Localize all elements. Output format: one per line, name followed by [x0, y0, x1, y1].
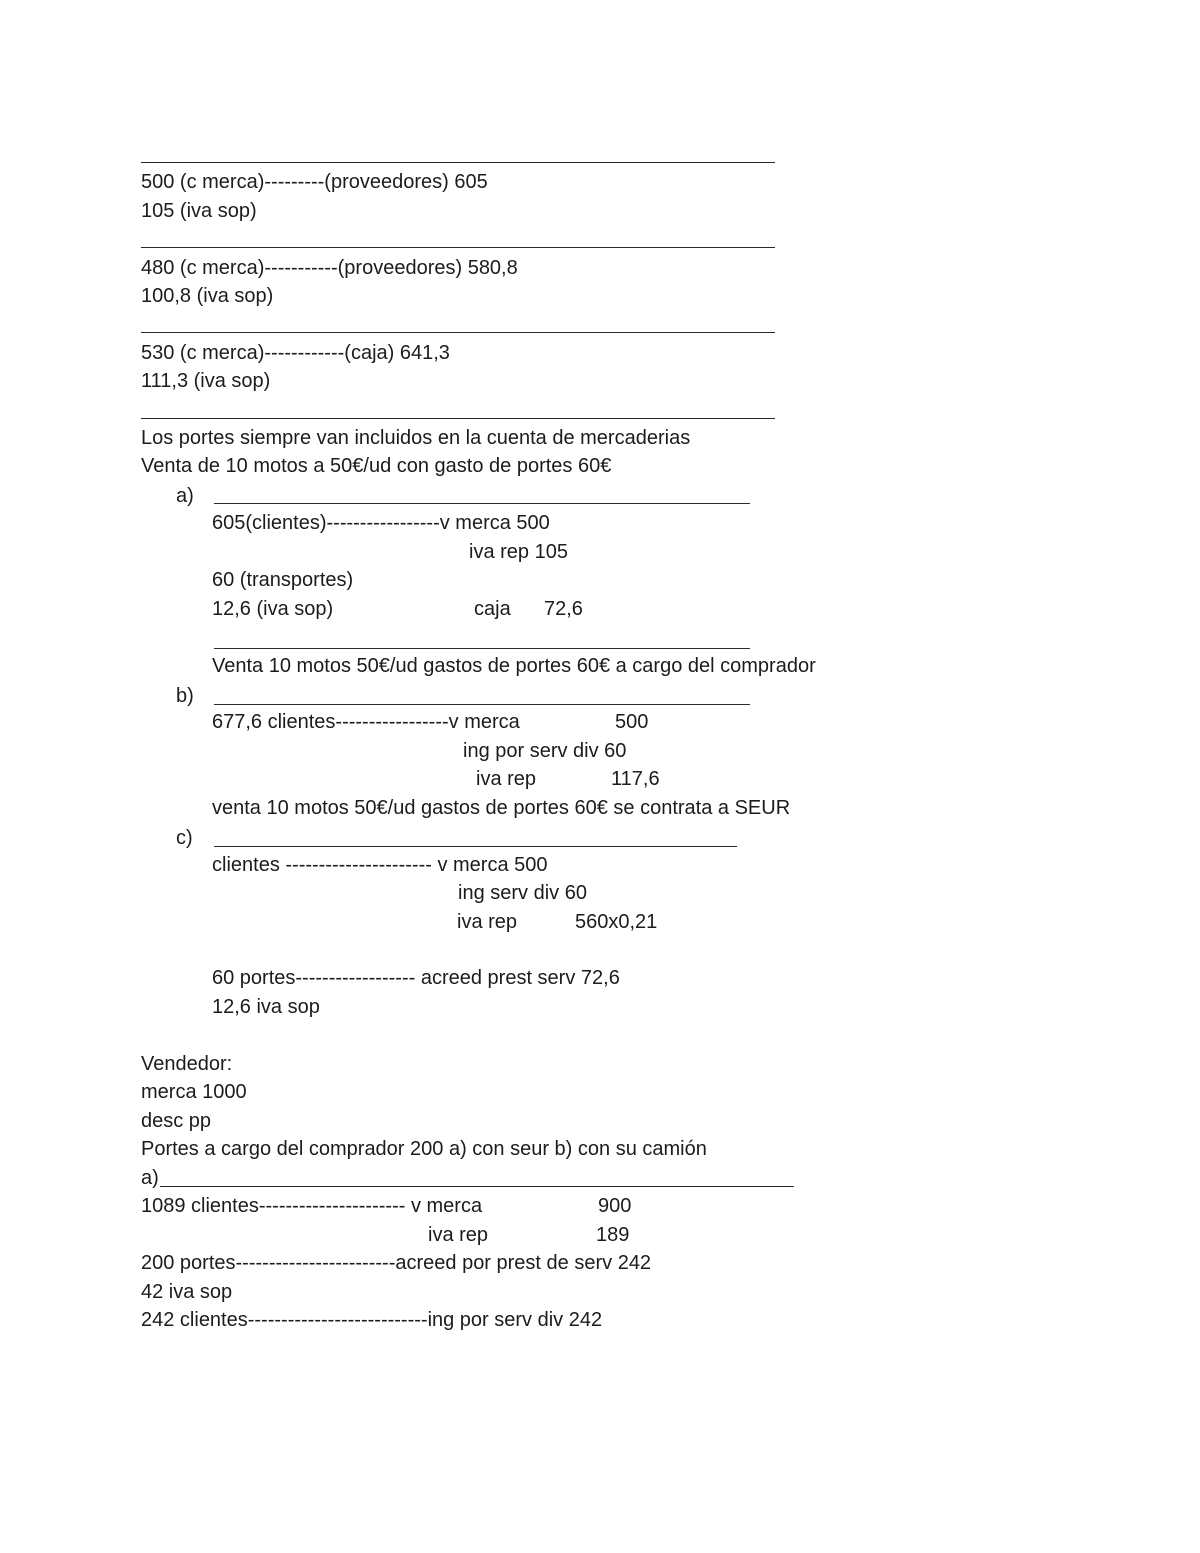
entry-line: desc pp — [141, 1110, 212, 1132]
entry-line: iva rep — [457, 911, 518, 933]
sale-intro: Venta de 10 motos a 50€/ud con gasto de portes 60€ — [141, 455, 612, 477]
entry-line: iva rep — [428, 1224, 489, 1246]
entry-line: 500 (c merca)---------(proveedores) 605 — [141, 171, 488, 193]
entry-line: 105 (iva sop) — [141, 200, 257, 222]
entry-line: 12,6 iva sop — [212, 996, 320, 1018]
entry-line: 900 — [598, 1195, 632, 1217]
vendedor-title: Vendedor: — [141, 1053, 233, 1075]
entry-line: 677,6 clientes-----------------v merca — [212, 711, 520, 733]
case-b-title: Venta 10 motos 50€/ud gastos de portes 60€ a cargo del comprador — [212, 655, 816, 677]
entry-line: 60 (transportes) — [212, 569, 354, 591]
entry-line: 242 clientes---------------------------ing por serv div 242 — [141, 1309, 603, 1331]
case-c-label: c) — [176, 827, 193, 849]
entry-line: 480 (c merca)-----------(proveedores) 580,8 — [141, 257, 518, 279]
separator-line — [160, 1186, 794, 1187]
separator-line — [141, 418, 775, 419]
case-a-label: a) — [176, 485, 194, 507]
separator-line — [214, 704, 750, 705]
vendedor-a-label: a) — [141, 1167, 159, 1189]
entry-line: 72,6 — [544, 598, 583, 620]
separator-line — [214, 846, 737, 847]
entry-line: iva rep 105 — [469, 541, 568, 563]
entry-line: 12,6 (iva sop) — [212, 598, 334, 620]
entry-line: 530 (c merca)------------(caja) 641,3 — [141, 342, 450, 364]
entry-line: 1089 clientes---------------------- v merca — [141, 1195, 483, 1217]
entry-line: iva rep — [476, 768, 537, 790]
entry-line: merca 1000 — [141, 1081, 247, 1103]
case-b-label: b) — [176, 685, 194, 707]
separator-line — [141, 247, 775, 248]
entry-line: caja — [474, 598, 511, 620]
entry-line: 117,6 — [611, 768, 660, 790]
entry-line: Portes a cargo del comprador 200 a) con seur b) con su camión — [141, 1138, 707, 1160]
entry-line: ing por serv div 60 — [463, 740, 627, 762]
entry-line: 605(clientes)-----------------v merca 500 — [212, 512, 550, 534]
entry-line: 42 iva sop — [141, 1281, 233, 1303]
entry-line: 111,3 (iva sop) — [141, 370, 271, 392]
separator-line — [214, 648, 750, 649]
entry-line: 560x0,21 — [575, 911, 658, 933]
note-text: Los portes siempre van incluidos en la cuenta de mercaderias — [141, 427, 691, 449]
separator-line — [141, 332, 775, 333]
case-c-title: venta 10 motos 50€/ud gastos de portes 60€ se contrata a SEUR — [212, 797, 791, 819]
entry-line: 100,8 (iva sop) — [141, 285, 274, 307]
entry-line: 60 portes------------------ acreed prest serv 72,6 — [212, 967, 620, 989]
entry-line: 200 portes------------------------acreed por prest de serv 242 — [141, 1252, 652, 1274]
entry-line: 500 — [615, 711, 649, 733]
entry-line: ing serv div 60 — [458, 882, 587, 904]
separator-line — [214, 503, 750, 504]
entry-line: 189 — [596, 1224, 630, 1246]
entry-line: clientes ---------------------- v merca 500 — [212, 854, 548, 876]
separator-line — [141, 162, 775, 163]
